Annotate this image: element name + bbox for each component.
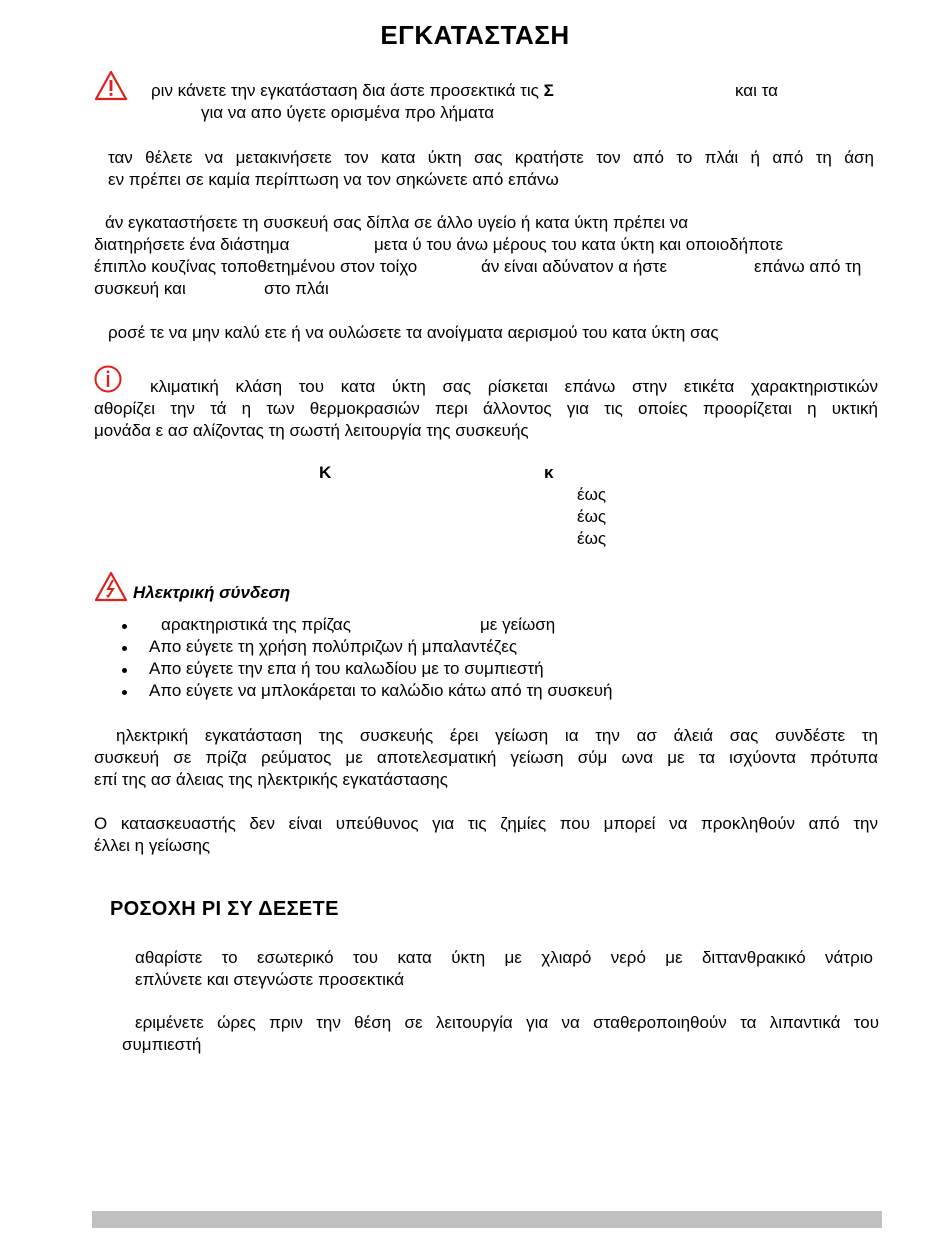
- bullet-text: Απο εύγετε να μπλοκάρεται το καλώδιο κάτω από τη συσκευή: [149, 681, 613, 700]
- footer-bar: [92, 1211, 882, 1228]
- install-paragraph-line: στο πλάι: [264, 279, 329, 298]
- bullet-text: με γείωση: [480, 615, 556, 634]
- move-paragraph-line: εν πρέπει σε καμία περίπτωση να τον σηκώνετε από επάνω: [108, 170, 559, 189]
- wait-paragraph-line: εριμένετε ώρες πριν την θέση σε λειτουργία για να σταθεροποιηθούν τα λιπαντικά του: [135, 1013, 879, 1032]
- install-paragraph-line: έπιπλο κουζίνας τοποθετημένου στον τοίχο: [94, 257, 418, 276]
- warning-triangle-icon: [94, 70, 128, 101]
- ground-paragraph-line: συσκευή σε πρίζα ρεύματος με αποτελεσματική γείωση σύμ ωνα με τα ισχύοντα πρότυπα: [94, 748, 878, 767]
- bullet-dot: [122, 646, 127, 651]
- bullet-dot: [122, 690, 127, 695]
- climate-table-header: κ: [544, 463, 554, 482]
- vent-paragraph: ροσέ τε να μην καλύ ετε ή να ουλώσετε τα ανοίγματα αερισμού του κατα ύκτη σας: [108, 323, 719, 342]
- install-paragraph-line: άν είναι αδύνατον α ήστε: [481, 257, 668, 276]
- ground-paragraph-line: ηλεκτρική εγκατάσταση της συσκευής έρει γείωση ια την ασ άλειά σας συνδέστε τη: [116, 726, 878, 745]
- climate-table-cell: έως: [577, 507, 607, 526]
- install-paragraph-line: μετα ύ του άνω μέρους του κατα ύκτη και οποιοδήποτε: [374, 235, 784, 254]
- climate-paragraph-line: αθορίζει την τά η των θερμοκρασιών περι άλλοντος για τις οποίες προορίζεται η υκτική: [94, 399, 878, 418]
- wait-paragraph-line: συμπιεστή: [122, 1035, 202, 1054]
- climate-table-cell: έως: [577, 485, 607, 504]
- install-paragraph-line: συσκευή και: [94, 279, 186, 298]
- intro-line-1: ριν κάνετε την εγκατάσταση δια άστε προσεκτικά τις Σ: [151, 81, 554, 100]
- climate-table-header: Κ: [319, 463, 332, 482]
- climate-table-cell: έως: [577, 529, 607, 548]
- climate-paragraph-line: κλιματική κλάση του κατα ύκτη σας ρίσκεται επάνω στην ετικέτα χαρακτηριστικών: [150, 377, 878, 396]
- manufacturer-paragraph-line: έλλει η γείωσης: [94, 836, 211, 855]
- section-heading-before-use: ΡΟΣΟΧΗ ΡΙ ΣΥ ΔΕΣΕΤΕ: [110, 898, 339, 920]
- install-paragraph-line: επάνω από τη: [754, 257, 862, 276]
- bullet-text: αρακτηριστικά της πρίζας: [161, 615, 351, 634]
- bullet-dot: [122, 668, 127, 673]
- climate-paragraph-line: μονάδα ε ασ αλίζοντας τη σωστή λειτουργία της συσκευής: [94, 421, 529, 440]
- install-paragraph-line: διατηρήσετε ένα διάστημα: [94, 235, 290, 254]
- electrical-heading: Ηλεκτρική σύνδεση: [133, 583, 291, 602]
- move-paragraph-line: ταν θέλετε να μετακινήσετε τον κατα ύκτη σας κρατήστε τον από το πλάι ή από τη άση: [108, 148, 874, 167]
- clean-paragraph-line: αθαρίστε το εσωτερικό του κατα ύκτη με χλιαρό νερό με διττανθρακικό νάτριο: [135, 948, 873, 967]
- bullet-text: Απο εύγετε τη χρήση πολύπριζων ή μπαλαντέζες: [149, 637, 518, 656]
- page-title: ΕΓΚΑΤΑΣΤΑΣΗ: [380, 20, 570, 50]
- install-paragraph-line: άν εγκαταστήσετε τη συσκευή σας δίπλα σε άλλο υγείο ή κατα ύκτη πρέπει να: [105, 213, 689, 232]
- manufacturer-paragraph-line: Ο κατασκευαστής δεν είναι υπεύθυνος για τις ζημίες που μπορεί να προκληθούν από την: [94, 814, 878, 833]
- bullet-dot: [122, 624, 127, 629]
- electric-hazard-icon: [94, 571, 128, 602]
- info-circle-icon: [93, 364, 123, 394]
- intro-line-1-end: και τα: [735, 81, 778, 100]
- clean-paragraph-line: επλύνετε και στεγνώστε προσεκτικά: [135, 970, 405, 989]
- intro-line-2: για να απο ύγετε ορισμένα προ λήματα: [201, 103, 495, 122]
- ground-paragraph-line: επί της ασ άλειας της ηλεκτρικής εγκατάστασης: [94, 770, 448, 789]
- bullet-text: Απο εύγετε την επα ή του καλωδίου με το συμπιεστή: [149, 659, 544, 678]
